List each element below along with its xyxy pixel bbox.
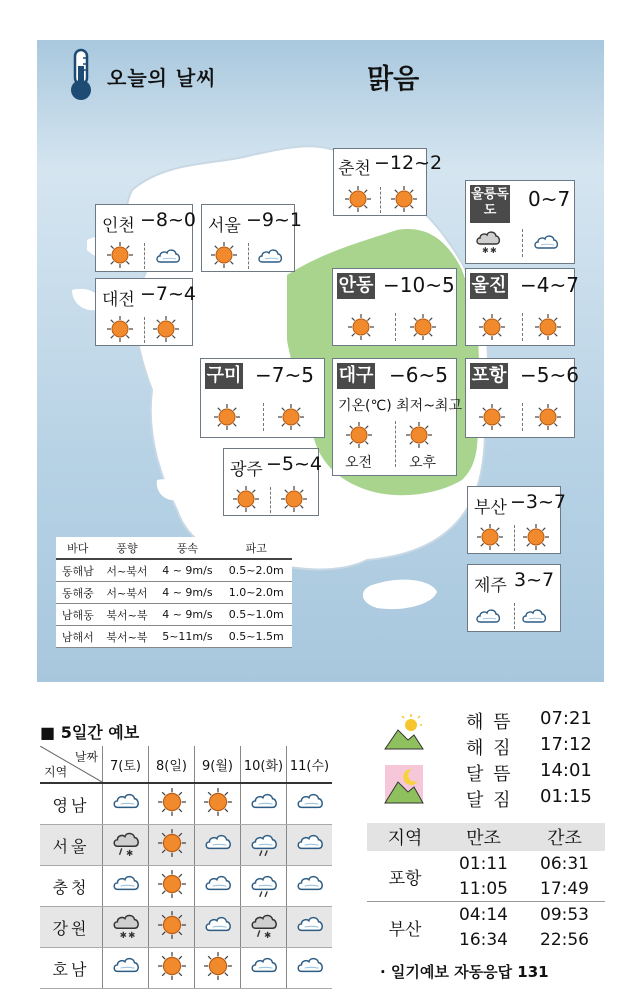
forecast-header-row: [40, 746, 332, 783]
city-card-jeju: [467, 564, 561, 632]
rain-icon: [249, 884, 279, 903]
sun-icon: [522, 523, 550, 555]
rain-icon: [249, 843, 279, 862]
region-label: 충청: [40, 866, 103, 907]
table-cell: 서~북서: [100, 582, 155, 604]
day-header: 8(일): [149, 746, 195, 783]
city-card-daejeon: [95, 278, 197, 346]
sun-icon: [344, 185, 372, 217]
table-row: [56, 582, 292, 604]
moonrise-icon: [384, 764, 424, 804]
cloud-icon: [295, 925, 325, 944]
city-card-pohang: [465, 358, 579, 438]
forecast-cell: [103, 783, 149, 825]
forecast-cell: [287, 907, 333, 948]
sea-conditions-table: [56, 537, 292, 648]
city-name: 서울: [208, 216, 241, 236]
city-temp: −5~6: [520, 363, 579, 387]
sun-icon: [534, 313, 562, 345]
forecast-row: [40, 948, 332, 989]
moonrise-label: 달 뜸: [466, 764, 513, 785]
cloud-icon: [295, 802, 325, 821]
table-cell: 북서~북: [100, 626, 155, 648]
cloud-icon: [474, 603, 502, 635]
city-temp: −7~5: [255, 363, 314, 387]
sun-icon: [157, 925, 187, 944]
cloud-icon: [295, 966, 325, 985]
tide-region: 부산: [367, 902, 443, 953]
city-name: 울릉독도: [470, 185, 510, 223]
sun-icon: [232, 485, 260, 517]
cloud-icon: [154, 243, 182, 275]
table-row: [56, 604, 292, 626]
tide-row: [367, 851, 605, 876]
table-cell: 동해중: [56, 582, 100, 604]
sun-icon: [157, 843, 187, 862]
tide-row: [367, 902, 605, 928]
table-cell: 서~북서: [100, 559, 155, 582]
divider: [514, 525, 515, 551]
city-card-gwangju: [223, 448, 323, 516]
legend-am: 오전: [345, 455, 373, 471]
city-temp: −9~1: [246, 209, 303, 231]
table-cell: 0.5~1.5m: [220, 626, 292, 648]
divider: [395, 313, 396, 341]
forecast-cell: [149, 783, 195, 825]
city-name: 부산: [474, 498, 507, 518]
city-name: 대구: [337, 363, 375, 389]
forecast-cell: [149, 866, 195, 907]
region-label: 영남: [40, 783, 103, 825]
city-temp: −12~2: [374, 152, 443, 174]
column-header: 간조: [524, 823, 605, 851]
day-header: 10(화): [241, 746, 287, 783]
sun-icon: [277, 403, 305, 435]
forecast-row: [40, 866, 332, 907]
table-cell: 북서~북: [100, 604, 155, 626]
city-card-incheon: [95, 204, 197, 272]
city-card-chuncheon: [333, 148, 443, 216]
city-name: 광주: [230, 460, 263, 480]
low-tide-time: 22:56: [540, 929, 589, 950]
tide-table: [367, 823, 605, 952]
sun-icon: [106, 315, 134, 347]
table-cell: 0.5~2.0m: [220, 559, 292, 582]
sun-icon: [280, 485, 308, 517]
forecast-cell: [103, 907, 149, 948]
svg-text:✱: ✱: [490, 246, 497, 255]
cloud-icon: [295, 884, 325, 903]
region-label: 서울: [40, 825, 103, 866]
divider: [380, 187, 381, 213]
page-title: 오늘의 날씨: [107, 66, 217, 90]
divider: [522, 313, 523, 341]
cloud-icon: [256, 243, 284, 275]
cloud-icon: [203, 884, 233, 903]
city-card-andong: [332, 268, 457, 346]
forecast-cell: [241, 783, 287, 825]
sun-icon: [157, 884, 187, 903]
sun-icon: [203, 966, 233, 985]
city-temp: −4~7: [520, 273, 579, 297]
city-name: 춘천: [338, 159, 371, 179]
divider: [144, 317, 145, 343]
title-bar: [37, 40, 604, 108]
table-row: [56, 626, 292, 648]
column-header: 파고: [220, 537, 292, 559]
sun-icon: [345, 421, 373, 453]
forecast-cell: [195, 948, 241, 989]
snow-icon: [111, 925, 141, 944]
sun-icon: [213, 403, 241, 435]
divider: [522, 229, 523, 257]
column-header: 풍속: [154, 537, 220, 559]
sun-icon: [409, 313, 437, 345]
sun-icon: [210, 241, 238, 273]
city-name: 대전: [102, 290, 135, 310]
forecast-cell: [241, 866, 287, 907]
city-temp: −5~4: [266, 453, 323, 475]
forecast-cell: [149, 907, 195, 948]
forecast-title: ■ 5일간 예보: [40, 723, 140, 742]
forecast-cell: [287, 948, 333, 989]
sun-icon: [203, 802, 233, 821]
table-row: [56, 559, 292, 582]
table-cell: 남해서: [56, 626, 100, 648]
city-name: 안동: [337, 273, 375, 299]
sunrise-label: 해 뜸: [466, 712, 513, 733]
table-cell: 1.0~2.0m: [220, 582, 292, 604]
city-temp: 0~7: [528, 187, 571, 211]
day-header: 11(수): [287, 746, 333, 783]
table-cell: 남해동: [56, 604, 100, 626]
divider: [514, 603, 515, 629]
forecast-cell: [287, 825, 333, 866]
low-tide-time: 09:53: [524, 902, 605, 928]
sun-icon: [106, 241, 134, 273]
city-name: 포항: [470, 363, 508, 389]
legend-label: 기온(℃) 최저~최고: [338, 398, 462, 414]
cloud-icon: [520, 603, 548, 635]
forecast-cell: [195, 907, 241, 948]
sun-icon: [157, 802, 187, 821]
divider: [263, 403, 264, 431]
city-temp: −6~5: [389, 363, 448, 387]
sun-icon: [405, 421, 433, 453]
svg-text:✱: ✱: [127, 930, 135, 940]
forecast-cell: [241, 948, 287, 989]
city-temp: −10~5: [383, 273, 455, 297]
sun-icon: [390, 185, 418, 217]
sun-icon: [534, 403, 562, 435]
thermometer-icon: [67, 48, 95, 102]
forecast-cell: [149, 825, 195, 866]
city-card-busan: [467, 486, 567, 554]
tide-header-row: [367, 823, 605, 851]
cloud-icon: [203, 843, 233, 862]
svg-text:✱: ✱: [119, 930, 127, 940]
sunset-label: 해 짐: [466, 738, 513, 759]
low-tide-time: 17:49: [540, 878, 589, 899]
sun-icon: [478, 403, 506, 435]
corner-date-label: 날짜: [74, 750, 98, 764]
table-header-row: [56, 537, 292, 559]
divider: [248, 243, 249, 269]
city-name: 인천: [102, 216, 135, 236]
cloud-icon: [203, 925, 233, 944]
day-header: 9(월): [195, 746, 241, 783]
divider: [270, 487, 271, 513]
table-cell: 4 ~ 9m/s: [154, 604, 220, 626]
today-condition: 맑음: [367, 64, 420, 95]
forecast-row: [40, 783, 332, 825]
sun-icon: [152, 315, 180, 347]
phone-service-note: · 일기예보 자동응답 131: [380, 963, 549, 981]
table-cell: 4 ~ 9m/s: [154, 559, 220, 582]
forecast-row: [40, 907, 332, 948]
cloud-icon: [532, 229, 560, 261]
forecast-cell: [103, 866, 149, 907]
city-card-uljin: [465, 268, 579, 346]
forecast-cell: [103, 948, 149, 989]
table-cell: 5~11m/s: [154, 626, 220, 648]
table-cell: 4 ~ 9m/s: [154, 582, 220, 604]
high-tide-time: 16:34: [459, 929, 508, 950]
city-card-daegu: [332, 358, 462, 476]
region-label: 강원: [40, 907, 103, 948]
city-temp: −3~7: [510, 491, 567, 513]
forecast-cell: [241, 825, 287, 866]
svg-text:✱: ✱: [482, 246, 489, 255]
forecast-cell: [287, 783, 333, 825]
snow-icon: [474, 227, 502, 259]
table-cell: 동해남: [56, 559, 100, 582]
column-header: 풍향: [100, 537, 155, 559]
low-tide-time: 06:31: [540, 853, 589, 874]
cloud-icon: [111, 884, 141, 903]
sun-icon: [478, 313, 506, 345]
corner-cell: [40, 746, 103, 783]
city-card-ulleung-dokdo: [465, 180, 575, 264]
city-card-seoul: [201, 204, 303, 272]
divider: [144, 243, 145, 269]
moonrise-time: 14:01: [540, 760, 592, 781]
snowrain-icon: [249, 925, 279, 944]
forecast-cell: [241, 907, 287, 948]
cloud-icon: [249, 966, 279, 985]
city-temp: −8~0: [140, 209, 197, 231]
tide-region: 포항: [388, 868, 422, 889]
forecast-cell: [287, 866, 333, 907]
forecast-cell: [103, 825, 149, 866]
city-temp: 3~7: [514, 569, 555, 591]
legend-pm: 오후: [409, 455, 437, 471]
city-name: 구미: [205, 363, 243, 389]
high-tide-time: 11:05: [459, 878, 508, 899]
sun-icon: [476, 523, 504, 555]
sun-icon: [157, 966, 187, 985]
column-header: 지역: [367, 823, 443, 851]
column-header: 바다: [56, 537, 100, 559]
moonset-label: 달 짐: [466, 790, 513, 811]
table-cell: 0.5~1.0m: [220, 604, 292, 626]
high-tide-time: 01:11: [459, 853, 508, 874]
forecast-cell: [149, 948, 195, 989]
cloud-icon: [111, 802, 141, 821]
day-header: 7(토): [103, 746, 149, 783]
forecast-table: [40, 746, 332, 989]
sunrise-icon: [384, 712, 424, 752]
high-tide-time: 04:14: [443, 902, 524, 928]
city-card-gumi: [200, 358, 325, 438]
city-name: 제주: [474, 576, 507, 596]
city-temp: −7~4: [140, 283, 197, 305]
moonset-time: 01:15: [540, 786, 592, 807]
sun-icon: [347, 313, 375, 345]
forecast-cell: [195, 825, 241, 866]
divider: [395, 421, 396, 467]
forecast-cell: [195, 783, 241, 825]
cloud-icon: [295, 843, 325, 862]
divider: [522, 403, 523, 431]
cloud-icon: [111, 966, 141, 985]
region-label: 호남: [40, 948, 103, 989]
cloud-icon: [249, 802, 279, 821]
sunset-time: 17:12: [540, 734, 592, 755]
sunrise-time: 07:21: [540, 708, 592, 729]
forecast-cell: [195, 866, 241, 907]
corner-region-label: 지역: [44, 765, 68, 779]
svg-text:✱: ✱: [263, 930, 271, 940]
snowrain-icon: [111, 843, 141, 862]
city-name: 울진: [470, 273, 508, 299]
column-header: 만조: [443, 823, 524, 851]
svg-text:✱: ✱: [125, 848, 133, 858]
weather-map-panel: [37, 40, 604, 682]
forecast-row: [40, 825, 332, 866]
